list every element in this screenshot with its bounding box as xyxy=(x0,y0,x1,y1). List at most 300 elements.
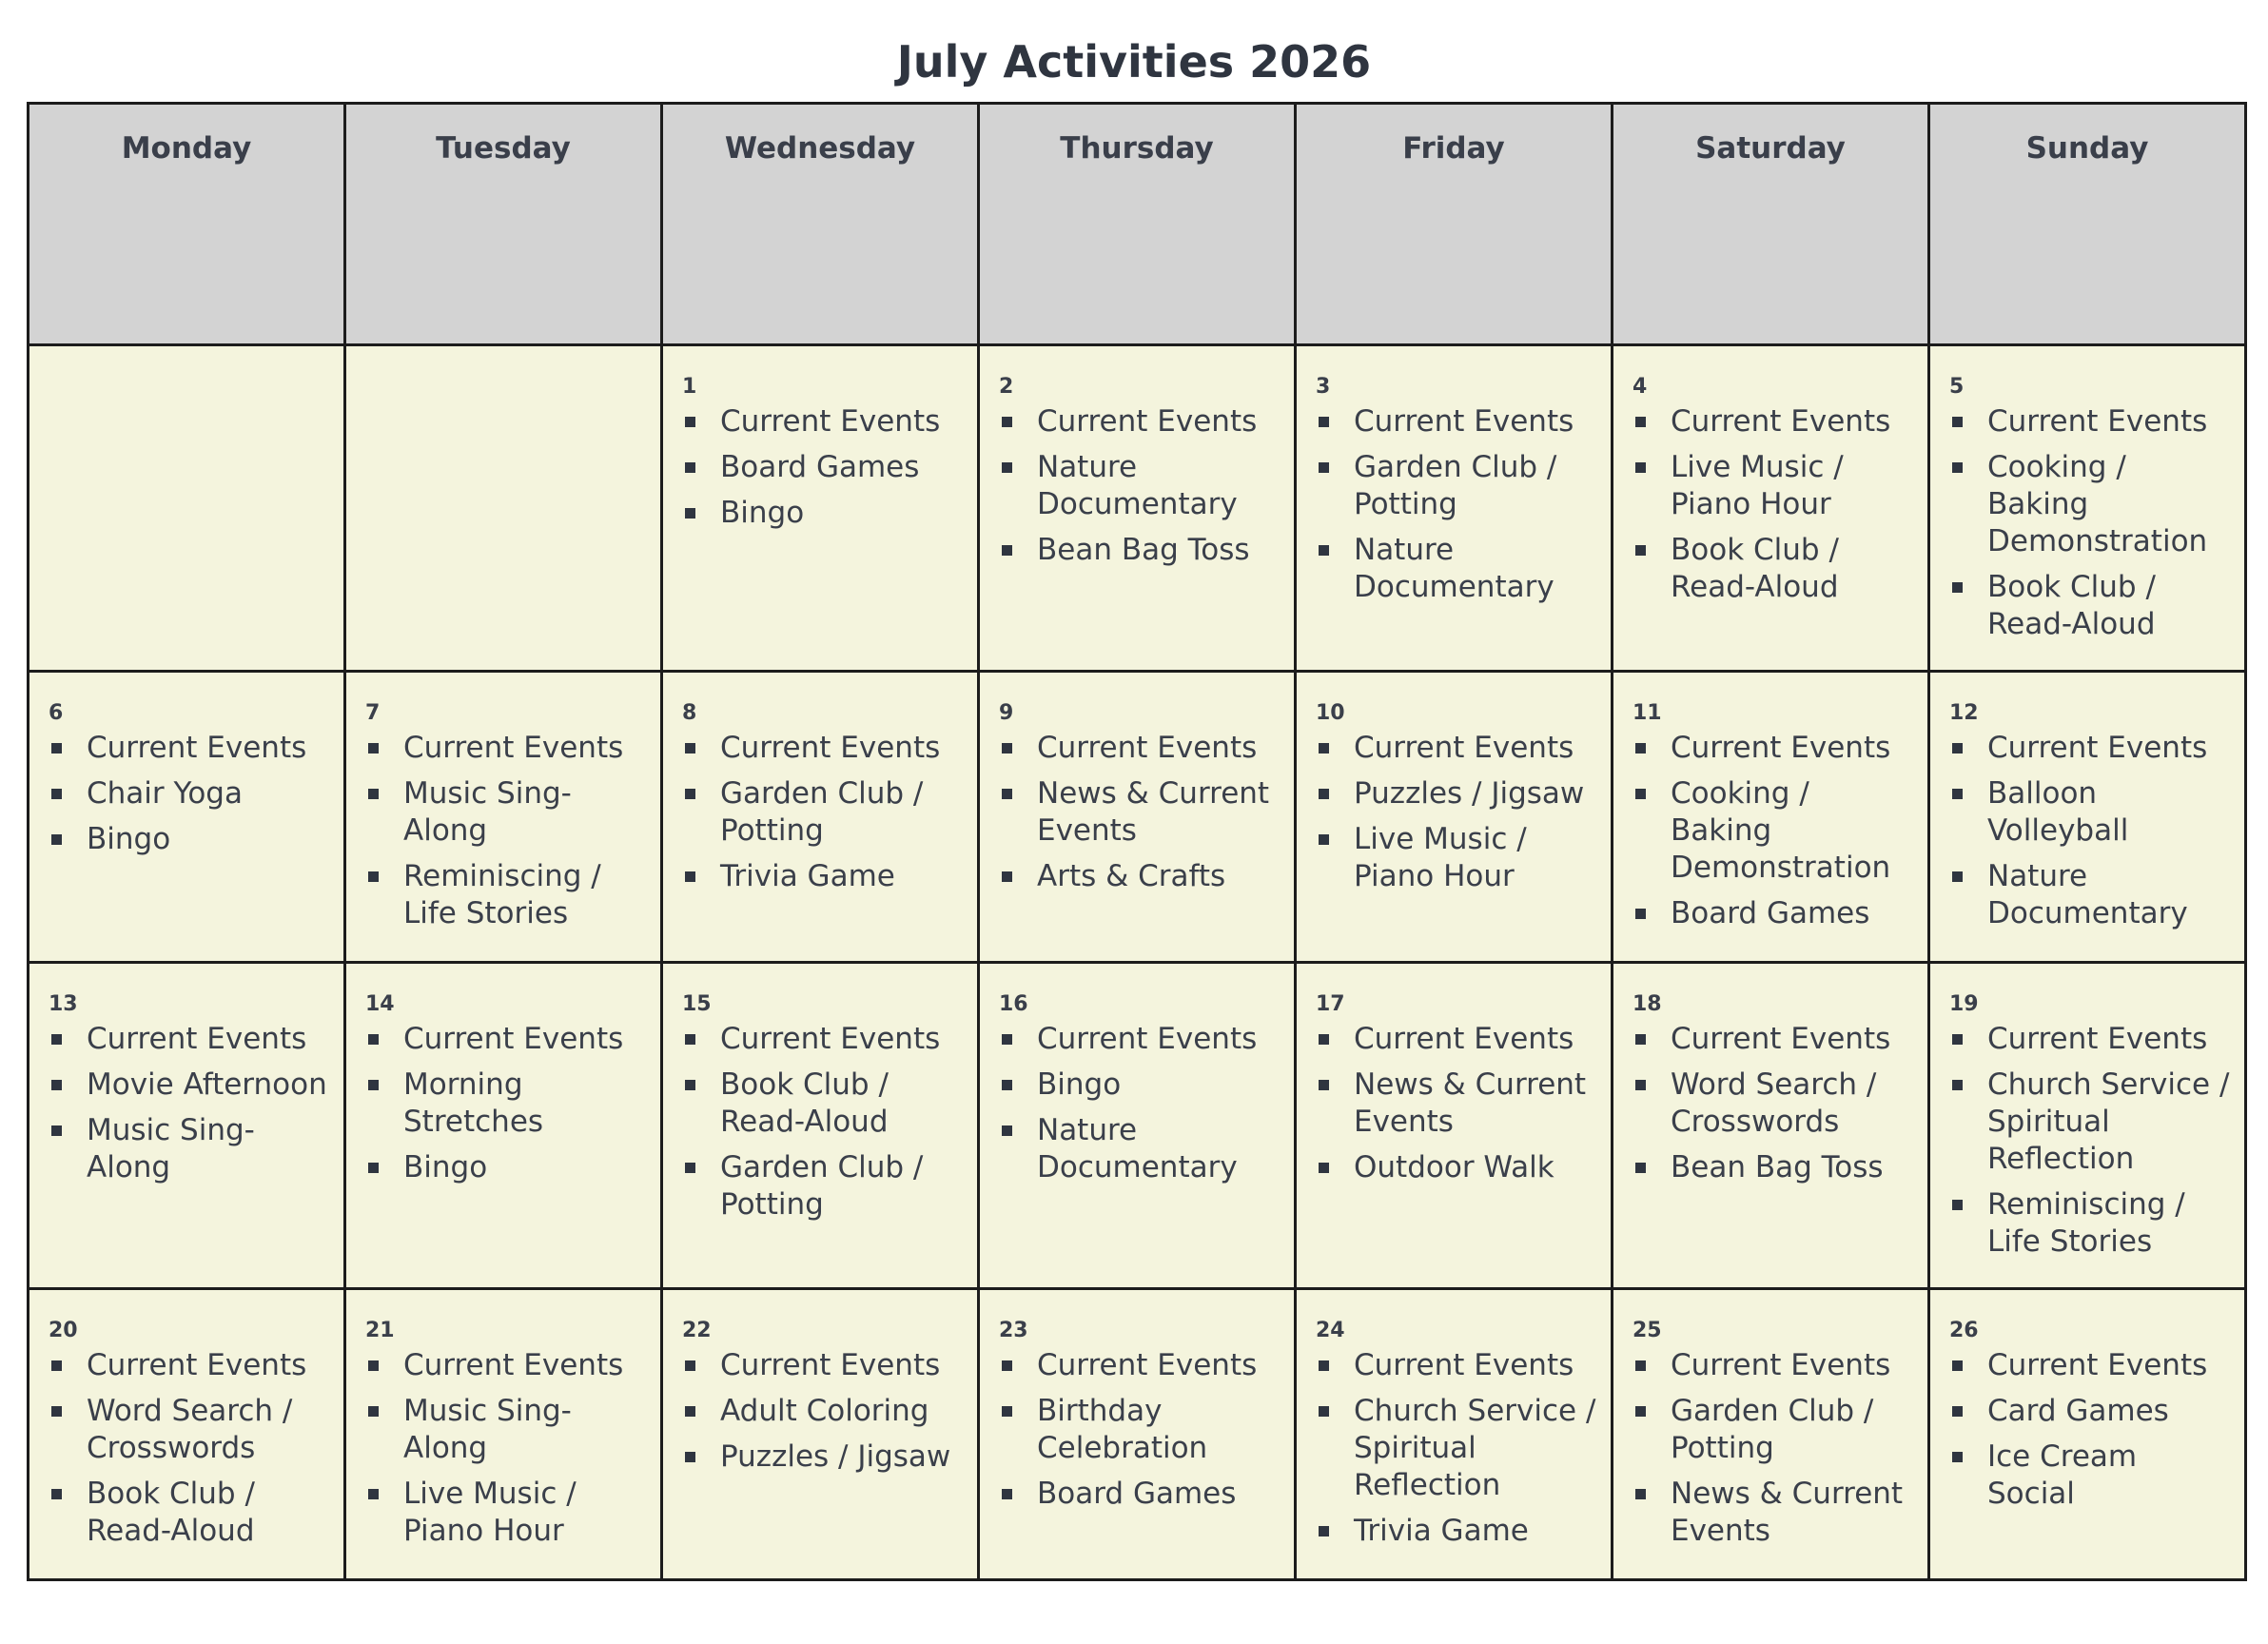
activity-list xyxy=(1316,1021,1599,1186)
square-bullet-icon xyxy=(1002,1489,1012,1499)
day-number: 3 xyxy=(1316,375,1331,399)
activity-item xyxy=(682,730,966,767)
square-bullet-icon xyxy=(1952,582,1963,593)
activity-label: Reminiscing / Life Stories xyxy=(1987,1187,2185,1259)
square-bullet-icon xyxy=(1319,789,1329,799)
activity-item xyxy=(1316,449,1599,523)
activity-label: Board Games xyxy=(1671,896,1870,930)
day-cell xyxy=(29,963,345,1289)
activity-label: News & Current Events xyxy=(1037,776,1270,848)
activity-label: Music Sing-Along xyxy=(87,1113,255,1184)
square-bullet-icon xyxy=(1319,1526,1329,1536)
activity-list xyxy=(1949,1021,2233,1261)
activity-item xyxy=(999,1393,1282,1467)
activity-label: Garden Club / Potting xyxy=(1671,1394,1874,1465)
day-number: 15 xyxy=(682,992,712,1016)
activity-label: Bingo xyxy=(87,822,171,856)
activity-label: Cooking / Baking Demonstration xyxy=(1671,776,1891,885)
week-row xyxy=(29,1289,2246,1580)
activity-item xyxy=(1316,1513,1599,1550)
activity-list xyxy=(1316,403,1599,606)
day-cell xyxy=(979,1289,1296,1580)
square-bullet-icon xyxy=(368,1163,379,1173)
weekday-header: Friday xyxy=(1296,104,1613,345)
day-number: 7 xyxy=(365,701,381,725)
day-number: 24 xyxy=(1316,1319,1345,1342)
activity-item xyxy=(999,730,1282,767)
day-cell xyxy=(345,672,662,963)
day-number: 14 xyxy=(365,992,395,1016)
activity-label: Current Events xyxy=(87,1348,307,1382)
activity-label: Trivia Game xyxy=(720,859,895,893)
activity-list xyxy=(1316,1347,1599,1550)
day-cell xyxy=(1929,1289,2246,1580)
day-cell xyxy=(979,963,1296,1289)
activity-item xyxy=(1949,858,2233,932)
activity-item xyxy=(999,532,1282,569)
week-row xyxy=(29,963,2246,1289)
activity-item xyxy=(49,1347,332,1384)
square-bullet-icon xyxy=(1002,462,1012,473)
activity-label: Book Club / Read-Aloud xyxy=(720,1067,889,1139)
activity-label: Nature Documentary xyxy=(1037,1113,1238,1184)
day-number: 25 xyxy=(1633,1319,1662,1342)
activity-list xyxy=(365,1347,649,1550)
square-bullet-icon xyxy=(1952,1200,1963,1210)
square-bullet-icon xyxy=(1002,417,1012,427)
activity-item xyxy=(682,1347,966,1384)
activity-label: Adult Coloring xyxy=(720,1394,929,1428)
square-bullet-icon xyxy=(1635,462,1646,473)
activity-item xyxy=(1633,895,1916,932)
activity-item xyxy=(1633,730,1916,767)
activity-label: Current Events xyxy=(1987,731,2208,765)
square-bullet-icon xyxy=(368,1080,379,1090)
weekday-header: Thursday xyxy=(979,104,1296,345)
day-cell xyxy=(1296,1289,1613,1580)
activity-label: Board Games xyxy=(720,450,920,484)
day-cell xyxy=(1296,672,1613,963)
day-cell xyxy=(345,1289,662,1580)
activity-item xyxy=(365,1021,649,1058)
square-bullet-icon xyxy=(368,789,379,799)
square-bullet-icon xyxy=(1319,743,1329,754)
day-number: 26 xyxy=(1949,1319,1979,1342)
square-bullet-icon xyxy=(1319,1360,1329,1371)
square-bullet-icon xyxy=(1952,1034,1963,1045)
activity-item xyxy=(365,1149,649,1186)
activity-label: Garden Club / Potting xyxy=(720,1150,924,1222)
activity-list xyxy=(682,730,966,895)
activity-label: Bingo xyxy=(1037,1067,1122,1102)
activity-item xyxy=(682,858,966,895)
activity-item xyxy=(1316,775,1599,812)
square-bullet-icon xyxy=(1635,1034,1646,1045)
activity-item xyxy=(1949,403,2233,440)
activity-item xyxy=(1949,1021,2233,1058)
activity-item xyxy=(1633,1476,1916,1550)
square-bullet-icon xyxy=(1319,834,1329,845)
activity-item xyxy=(1316,532,1599,606)
activity-item xyxy=(1316,403,1599,440)
activity-list xyxy=(999,403,1282,569)
activity-label: Word Search / Crosswords xyxy=(1671,1067,1877,1139)
activity-item xyxy=(999,403,1282,440)
activity-label: Current Events xyxy=(403,1022,624,1056)
activity-item xyxy=(365,1347,649,1384)
square-bullet-icon xyxy=(1635,1080,1646,1090)
activity-label: Current Events xyxy=(1037,731,1258,765)
activity-label: Church Service / Spiritual Reflection xyxy=(1987,1067,2230,1176)
square-bullet-icon xyxy=(51,834,62,845)
activity-label: Live Music / Piano Hour xyxy=(1354,822,1527,893)
day-cell xyxy=(1613,963,1929,1289)
activity-label: Church Service / Spiritual Reflection xyxy=(1354,1394,1596,1502)
activity-label: Music Sing-Along xyxy=(403,776,572,848)
square-bullet-icon xyxy=(1952,1406,1963,1417)
activity-item xyxy=(49,821,332,858)
activity-item xyxy=(1949,449,2233,560)
activity-label: Morning Stretches xyxy=(403,1067,544,1139)
activity-label: Cooking / Baking Demonstration xyxy=(1987,450,2208,558)
weekday-header: Tuesday xyxy=(345,104,662,345)
day-cell xyxy=(1613,345,1929,672)
day-cell xyxy=(1929,672,2246,963)
square-bullet-icon xyxy=(368,1034,379,1045)
square-bullet-icon xyxy=(1635,1163,1646,1173)
square-bullet-icon xyxy=(1319,1034,1329,1045)
activity-item xyxy=(365,775,649,850)
activity-list xyxy=(999,1347,1282,1513)
activity-item xyxy=(49,730,332,767)
day-cell xyxy=(1613,1289,1929,1580)
activity-item xyxy=(999,775,1282,850)
day-cell xyxy=(29,1289,345,1580)
day-number: 1 xyxy=(682,375,697,399)
activity-item xyxy=(682,403,966,440)
activity-list xyxy=(682,1347,966,1476)
activity-label: Current Events xyxy=(1671,731,1891,765)
activity-list xyxy=(682,403,966,532)
activity-item xyxy=(1633,1067,1916,1141)
activity-label: Movie Afternoon xyxy=(87,1067,327,1102)
activity-item xyxy=(1316,1347,1599,1384)
calendar-body xyxy=(29,345,2246,1580)
activity-item xyxy=(1633,403,1916,440)
activity-label: Word Search / Crosswords xyxy=(87,1394,293,1465)
activity-label: Current Events xyxy=(1037,404,1258,439)
square-bullet-icon xyxy=(368,743,379,754)
square-bullet-icon xyxy=(1952,417,1963,427)
weekday-header: Saturday xyxy=(1613,104,1929,345)
square-bullet-icon xyxy=(685,462,695,473)
square-bullet-icon xyxy=(1319,1406,1329,1417)
activity-item xyxy=(999,1067,1282,1104)
activity-item xyxy=(49,1476,332,1550)
activity-label: Current Events xyxy=(403,1348,624,1382)
day-number: 20 xyxy=(49,1319,78,1342)
day-cell xyxy=(662,963,979,1289)
weekday-header: Wednesday xyxy=(662,104,979,345)
day-number: 23 xyxy=(999,1319,1028,1342)
square-bullet-icon xyxy=(685,1163,695,1173)
activity-item xyxy=(49,1021,332,1058)
activity-label: Puzzles / Jigsaw xyxy=(720,1439,951,1474)
day-number: 18 xyxy=(1633,992,1662,1016)
activity-item xyxy=(682,1393,966,1430)
square-bullet-icon xyxy=(1952,462,1963,473)
square-bullet-icon xyxy=(1635,743,1646,754)
activity-item xyxy=(365,1393,649,1467)
activity-item xyxy=(1949,1438,2233,1513)
square-bullet-icon xyxy=(51,1125,62,1136)
activity-label: Current Events xyxy=(1354,731,1574,765)
activity-item xyxy=(49,1067,332,1104)
activity-item xyxy=(1633,1393,1916,1467)
activity-list xyxy=(1316,730,1599,895)
square-bullet-icon xyxy=(51,1360,62,1371)
square-bullet-icon xyxy=(685,1360,695,1371)
square-bullet-icon xyxy=(1635,789,1646,799)
activity-label: Current Events xyxy=(1354,404,1574,439)
weekday-header-row xyxy=(29,104,2246,345)
page-title: July Activities 2026 xyxy=(896,36,1372,88)
activity-item xyxy=(1949,730,2233,767)
square-bullet-icon xyxy=(685,417,695,427)
activity-item xyxy=(1633,775,1916,887)
square-bullet-icon xyxy=(1635,417,1646,427)
activity-label: Book Club / Read-Aloud xyxy=(1987,570,2156,641)
square-bullet-icon xyxy=(1002,1406,1012,1417)
activity-label: Bingo xyxy=(720,496,805,530)
activity-list xyxy=(1633,1021,1916,1186)
day-number: 12 xyxy=(1949,701,1979,725)
activity-item xyxy=(682,495,966,532)
activity-label: Nature Documentary xyxy=(1037,450,1238,521)
activity-label: Current Events xyxy=(1037,1348,1258,1382)
day-number: 11 xyxy=(1633,701,1662,725)
square-bullet-icon xyxy=(51,743,62,754)
square-bullet-icon xyxy=(685,508,695,519)
activity-label: Outdoor Walk xyxy=(1354,1150,1554,1184)
activity-label: Garden Club / Potting xyxy=(720,776,924,848)
activity-list xyxy=(1633,730,1916,932)
square-bullet-icon xyxy=(1002,1360,1012,1371)
activity-item xyxy=(365,1067,649,1141)
day-number: 4 xyxy=(1633,375,1648,399)
day-number: 22 xyxy=(682,1319,712,1342)
square-bullet-icon xyxy=(1635,1406,1646,1417)
day-cell xyxy=(662,1289,979,1580)
square-bullet-icon xyxy=(685,1080,695,1090)
activity-label: Puzzles / Jigsaw xyxy=(1354,776,1585,811)
calendar-table xyxy=(27,102,2247,1581)
square-bullet-icon xyxy=(1002,1125,1012,1136)
activity-item xyxy=(1316,1067,1599,1141)
activity-list xyxy=(1949,1347,2233,1513)
activity-label: Birthday Celebration xyxy=(1037,1394,1208,1465)
day-number: 6 xyxy=(49,701,64,725)
square-bullet-icon xyxy=(1319,545,1329,556)
activity-item xyxy=(1633,1149,1916,1186)
activity-label: Current Events xyxy=(1987,404,2208,439)
square-bullet-icon xyxy=(685,1406,695,1417)
week-row xyxy=(29,672,2246,963)
day-number: 5 xyxy=(1949,375,1965,399)
day-number: 19 xyxy=(1949,992,1979,1016)
square-bullet-icon xyxy=(1002,545,1012,556)
day-cell xyxy=(1613,672,1929,963)
activity-label: Book Club / Read-Aloud xyxy=(1671,533,1839,604)
activity-item xyxy=(1316,821,1599,895)
square-bullet-icon xyxy=(1952,743,1963,754)
activity-label: Current Events xyxy=(87,1022,307,1056)
activity-label: Current Events xyxy=(403,731,624,765)
day-number: 8 xyxy=(682,701,697,725)
activity-label: Current Events xyxy=(720,1348,941,1382)
weekday-header: Sunday xyxy=(1929,104,2246,345)
activity-item xyxy=(49,1112,332,1186)
square-bullet-icon xyxy=(685,1452,695,1462)
square-bullet-icon xyxy=(1319,417,1329,427)
square-bullet-icon xyxy=(1002,1080,1012,1090)
square-bullet-icon xyxy=(1952,789,1963,799)
activity-label: Current Events xyxy=(1354,1022,1574,1056)
activity-label: Board Games xyxy=(1037,1477,1237,1511)
empty-day-cell xyxy=(29,345,345,672)
activity-item xyxy=(1316,1021,1599,1058)
square-bullet-icon xyxy=(1952,1080,1963,1090)
square-bullet-icon xyxy=(368,1489,379,1499)
day-number: 9 xyxy=(999,701,1014,725)
activity-list xyxy=(999,1021,1282,1186)
activity-item xyxy=(365,730,649,767)
activity-label: Current Events xyxy=(1987,1348,2208,1382)
activity-list xyxy=(365,730,649,932)
activity-item xyxy=(682,775,966,850)
day-cell xyxy=(1296,345,1613,672)
square-bullet-icon xyxy=(1635,1360,1646,1371)
activity-label: Current Events xyxy=(720,404,941,439)
square-bullet-icon xyxy=(685,871,695,882)
square-bullet-icon xyxy=(51,789,62,799)
day-number: 17 xyxy=(1316,992,1345,1016)
activity-list xyxy=(49,730,332,858)
square-bullet-icon xyxy=(51,1489,62,1499)
square-bullet-icon xyxy=(368,1406,379,1417)
activity-label: Bean Bag Toss xyxy=(1037,533,1250,567)
day-number: 13 xyxy=(49,992,78,1016)
activity-label: Bingo xyxy=(403,1150,488,1184)
activity-item xyxy=(49,1393,332,1467)
square-bullet-icon xyxy=(368,1360,379,1371)
activity-item xyxy=(1949,569,2233,643)
activity-item xyxy=(365,858,649,932)
activity-list xyxy=(1633,403,1916,606)
activity-item xyxy=(999,1112,1282,1186)
activity-list xyxy=(49,1021,332,1186)
activity-label: Current Events xyxy=(720,731,941,765)
activity-list xyxy=(1633,1347,1916,1550)
activity-label: Current Events xyxy=(87,731,307,765)
activity-label: Book Club / Read-Aloud xyxy=(87,1477,255,1548)
activity-list xyxy=(682,1021,966,1223)
day-cell xyxy=(979,345,1296,672)
activity-list xyxy=(999,730,1282,895)
activity-label: Card Games xyxy=(1987,1394,2169,1428)
day-cell xyxy=(1929,963,2246,1289)
activity-item xyxy=(1949,1186,2233,1261)
day-cell xyxy=(29,672,345,963)
activity-item xyxy=(1633,1347,1916,1384)
empty-day-cell xyxy=(345,345,662,672)
square-bullet-icon xyxy=(1635,545,1646,556)
week-row xyxy=(29,345,2246,672)
square-bullet-icon xyxy=(685,1034,695,1045)
square-bullet-icon xyxy=(1319,462,1329,473)
activity-item xyxy=(1949,1393,2233,1430)
day-cell xyxy=(979,672,1296,963)
activity-label: Balloon Volleyball xyxy=(1987,776,2129,848)
activity-item xyxy=(1949,1347,2233,1384)
day-cell xyxy=(662,345,979,672)
activity-label: Nature Documentary xyxy=(1354,533,1554,604)
activity-item xyxy=(1949,1067,2233,1178)
square-bullet-icon xyxy=(1002,789,1012,799)
activity-item xyxy=(682,449,966,486)
activity-item xyxy=(1316,730,1599,767)
square-bullet-icon xyxy=(1319,1163,1329,1173)
square-bullet-icon xyxy=(1002,871,1012,882)
square-bullet-icon xyxy=(685,743,695,754)
square-bullet-icon xyxy=(1952,1360,1963,1371)
activity-item xyxy=(1316,1149,1599,1186)
activity-item xyxy=(999,1347,1282,1384)
activity-label: Current Events xyxy=(720,1022,941,1056)
activity-label: Reminiscing / Life Stories xyxy=(403,859,601,930)
activity-label: Chair Yoga xyxy=(87,776,243,811)
day-cell xyxy=(345,963,662,1289)
activity-item xyxy=(999,858,1282,895)
square-bullet-icon xyxy=(1319,1080,1329,1090)
activity-list xyxy=(365,1021,649,1186)
activity-item xyxy=(365,1476,649,1550)
day-cell xyxy=(662,672,979,963)
activity-item xyxy=(1633,1021,1916,1058)
activity-item xyxy=(1949,775,2233,850)
activity-label: Trivia Game xyxy=(1354,1514,1529,1548)
activity-label: Bean Bag Toss xyxy=(1671,1150,1884,1184)
activity-label: Live Music / Piano Hour xyxy=(1671,450,1844,521)
day-cell xyxy=(1296,963,1613,1289)
activity-label: Current Events xyxy=(1671,1022,1891,1056)
activity-label: Arts & Crafts xyxy=(1037,859,1226,893)
weekday-header: Monday xyxy=(29,104,345,345)
activity-label: Garden Club / Potting xyxy=(1354,450,1557,521)
activity-label: Current Events xyxy=(1354,1348,1574,1382)
activity-label: Live Music / Piano Hour xyxy=(403,1477,577,1548)
day-number: 16 xyxy=(999,992,1028,1016)
square-bullet-icon xyxy=(51,1080,62,1090)
activity-item xyxy=(49,775,332,812)
square-bullet-icon xyxy=(1002,1034,1012,1045)
activity-label: Music Sing-Along xyxy=(403,1394,572,1465)
square-bullet-icon xyxy=(51,1406,62,1417)
square-bullet-icon xyxy=(1635,909,1646,919)
activity-item xyxy=(682,1438,966,1476)
square-bullet-icon xyxy=(1002,743,1012,754)
activity-label: Current Events xyxy=(1037,1022,1258,1056)
